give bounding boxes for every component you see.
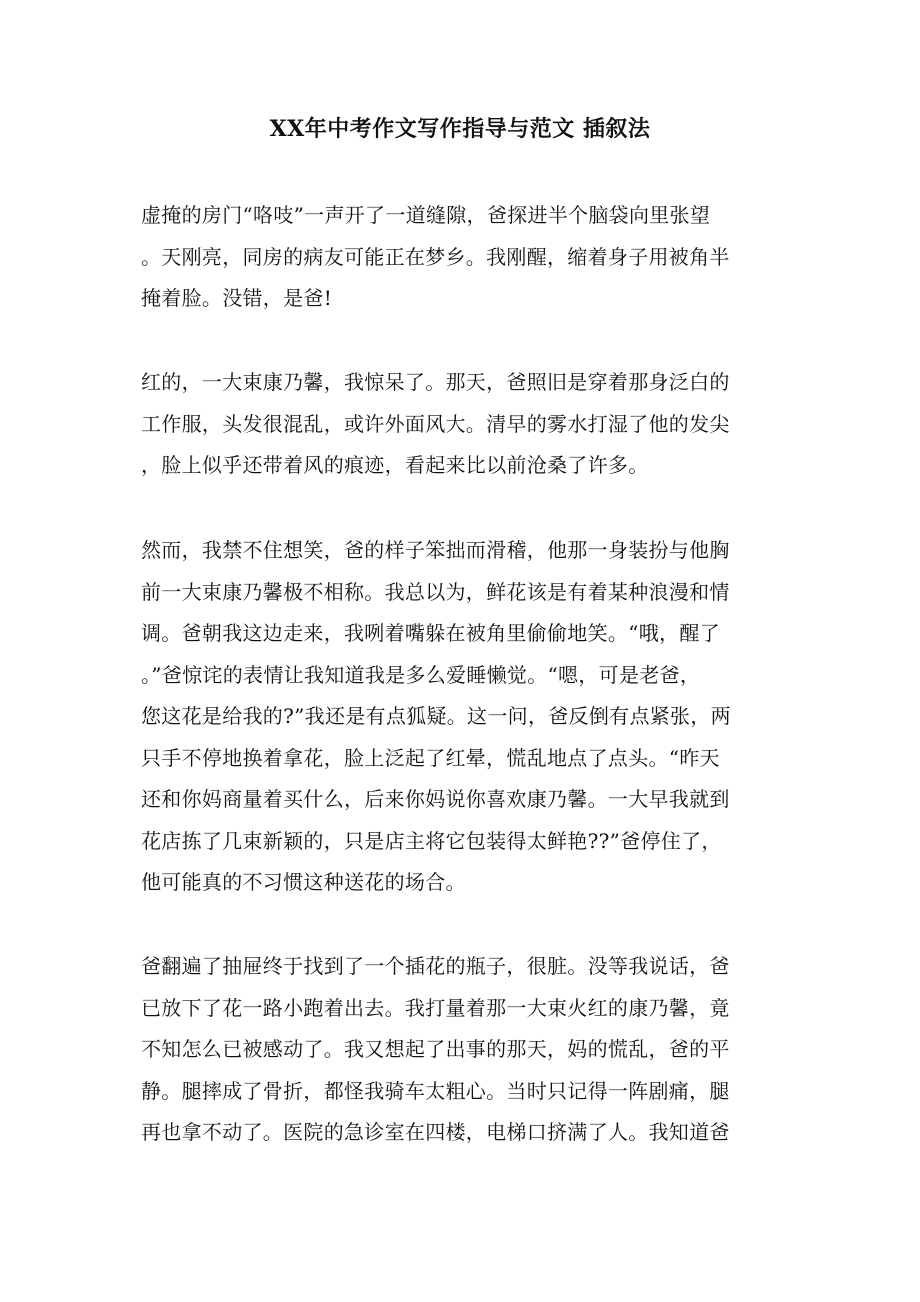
text-line: 红的，一大束康乃馨，我惊呆了。那天，爸照旧是穿着那身泛白的 xyxy=(141,370,730,394)
text-line: 花店拣了几束新颖的，只是店主将它包装得太鲜艳??”爸停住了， xyxy=(141,828,722,853)
paragraph-3 xyxy=(141,530,781,904)
text-line: 只手不停地换着拿花，脸上泛起了红晕，慌乱地点了点头。“昨天 xyxy=(141,745,720,770)
text-line: 不知怎么已被感动了。我又想起了出事的那天，妈的慌乱，爸的平 xyxy=(141,1037,730,1061)
paragraph-2 xyxy=(141,362,781,487)
text-line: 再也拿不动了。医院的急诊室在四楼，电梯口挤满了人。我知道爸 xyxy=(141,1120,730,1144)
text-line: 调。爸朝我这边走来，我咧着嘴躲在被角里偷偷地笑。“哦，醒了 xyxy=(141,621,720,645)
text-line: 已放下了花一路小跑着出去。我打量着那一大束火红的康乃馨，竟 xyxy=(141,995,730,1020)
text-line: 虚掩的房门“咯吱”一声开了一道缝隙，爸探进半个脑袋向里张望 xyxy=(141,203,711,227)
paragraph-1 xyxy=(141,195,781,320)
document-title: XX年中考作文写作指导与范文 插叙法 xyxy=(269,116,651,142)
text-line: 前一大束康乃馨极不相称。我总以为，鲜花该是有着某种浪漫和情 xyxy=(141,579,730,604)
text-line: 还和你妈商量着买什么，后来你妈说你喜欢康乃馨。一大早我就到 xyxy=(141,787,730,811)
text-line: 工作服，头发很混乱，或许外面风大。清早的雾水打湿了他的发尖 xyxy=(141,411,730,436)
text-line: 他可能真的不习惯这种送花的场合。 xyxy=(141,870,466,894)
text-line: 爸翻遍了抽屉终于找到了一个插花的瓶子，很脏。没等我说话，爸 xyxy=(141,954,730,978)
text-line: 。”爸惊诧的表情让我知道我是多么爱睡懒觉。“嗯，可是老爸， xyxy=(141,662,701,687)
text-line: ，脸上似乎还带着风的痕迹，看起来比以前沧桑了许多。 xyxy=(141,453,649,477)
text-line: 您这花是给我的?”我还是有点狐疑。这一问，爸反倒有点紧张，两 xyxy=(141,704,731,728)
text-line: 。天刚亮，同房的病友可能正在梦乡。我刚醒，缩着身子用被角半 xyxy=(141,244,730,269)
text-line: 然而，我禁不住想笑，爸的样子笨拙而滑稽，他那一身装扮与他胸 xyxy=(141,538,730,562)
text-line: 掩着脸。没错，是爸! xyxy=(141,286,333,310)
paragraph-4 xyxy=(141,946,781,1154)
text-line: 静。腿摔成了骨折，都怪我骑车太粗心。当时只记得一阵剧痛，腿 xyxy=(141,1078,730,1103)
